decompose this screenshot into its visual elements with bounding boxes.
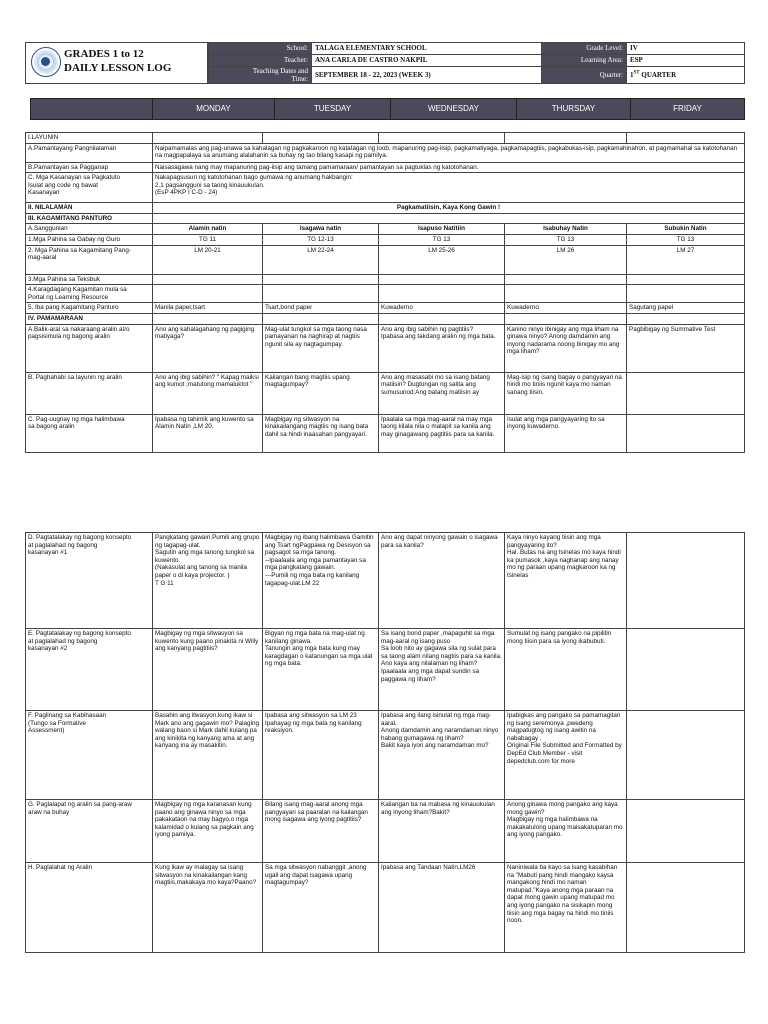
days-corner [31, 99, 153, 120]
day-thursday: THURSDAY [517, 99, 631, 120]
iba-tuesday: Tsart,bond paper [263, 303, 379, 314]
tg-tuesday: TG 12-13 [263, 234, 379, 245]
pagtatalakay1-tuesday: Magbigay ng ibang halimbawa Gamitin ang Tsart ngPagpawa ng Desisyon sa pagsagot sa mga tanong. --Ipaalaala ang mga pamantayan sa mga pangkatang gawain. ---Pumili ng mga bata ng kanilang tagapag-ulat.LM 22 [263, 533, 379, 629]
tg-friday: TG 13 [627, 234, 745, 245]
tg-monday: TG 11 [153, 234, 263, 245]
day-monday: MONDAY [153, 99, 275, 120]
iba-wednesday: Kuwaderno [379, 303, 505, 314]
pagtatalakay2-friday [627, 629, 745, 711]
pagtatalakay2-tuesday: Bigyan ng mga bata na mag-ulat ng kanilang ginawa. Tanungin ang mga bata kung may karagdagan o katanungan sa mga ulat ng mga bata. [263, 629, 379, 711]
row-label-paglalahat: H. Paglalahat ng Aralin [26, 863, 153, 953]
title-daily-lesson-log: DAILY LESSON LOG [64, 62, 172, 74]
paglinang-tuesday: Ipabasa ang sitwasyon sa LM 23 Ipahayag ng mga bata ng kanilang reaksiyon. [263, 711, 379, 800]
dates-label-line1: Teaching Dates and [252, 67, 308, 75]
quarter-num: 1 [630, 71, 634, 79]
title-grades: GRADES 1 to 12 [64, 48, 144, 60]
lm-friday: LM 27 [627, 245, 745, 274]
paglalahat-monday: Kung ikaw ay malagay sa isang sitwasyon na kinakailangan kang magtiis,makakaya mo kaya?Paano? [153, 863, 263, 953]
dates-value: SEPTEMBER 18 - 22, 2023 (WEEK 3) [312, 67, 542, 84]
row-label-kagamitang-pang-mag-aaral: 2. Mga Pahina sa Kagamitang Pang- mag-aaral [26, 245, 153, 274]
paglalapat-friday [627, 800, 745, 863]
tg-wednesday: TG 13 [379, 234, 505, 245]
tg-thursday: TG 13 [505, 234, 627, 245]
lesson-friday: Subukin Natin [627, 224, 745, 235]
pamantayan-pagganap-text: Naisasagawa nang may mapanuring pag-iisip ang tamang pamamaraan/ pamantayan sa pagtuklas ng katotohanan. [153, 162, 745, 173]
balik-aral-wednesday: Ano ang ibig sabihin ng pagtitiis? Ipabasa ang takdang aralin ng mga bata. [379, 324, 505, 372]
pagtatalakay1-monday: Pangkatang gawain.Pumili ang grupo ng tagapag-ulat. Sagutin ang mga tanong tungkol sa kuwento. (Nakasulat ang tanong sa manila paper o di kaya projector. ) T G 11 [153, 533, 263, 629]
row-label-portal: 4.Karagdagang Kagamitan mula sa Portal ng Learning Resource [26, 285, 153, 303]
paglalapat-tuesday: Bilang isang mag-aaral anong mga pangyayari sa paaralan na kailangan mong isagawa ang iyong pagtitiis? [263, 800, 379, 863]
lesson-thursday: Isabuhay Natin [505, 224, 627, 235]
paghahabi-friday [627, 372, 745, 414]
row-label-balik-aral: A.Balik-aral sa nakaraang aralin at/o pagsisimula ng bagong aralin [26, 324, 153, 372]
header-meta-table [208, 42, 745, 84]
row-label-pagtatalakay-1: D. Pagtatalakay ng bagong konsepto at paglalahad ng bagong kasanayan #1 [26, 533, 153, 629]
row-label-pagtatalakay-2: E. Pagtatalakay ng bagong konsepto at paglalahad ng bagong kasanayan #2 [26, 629, 153, 711]
paglalapat-wednesday: Kailangan ba na mabasa ng kinauukulan ang inyong liham?Bakit? [379, 800, 505, 863]
pagtatalakay2-wednesday: Sa isang bond paper ,mapaguhit sa mga mag-aaral ng isang puso Sa loob nito ay gagawa sila ng sulat para sa taong alam nilang nagtiis para sa kanila. Ano kaya ang nilalaman ng liham?Ipaalaala ang mga dapat sundin sa paggawa ng liham? [379, 629, 505, 711]
section-nilalaman: II. NILALAMAN [26, 203, 153, 214]
lesson-wednesday: Isapuso Natitiin [379, 224, 505, 235]
paghahabi-wednesday: Ano ang masasabi mo sa isang batang matiisin? Dugtungan ng salita ang sumusunod:Ang batang matiisin ay [379, 372, 505, 414]
area-label: Learning Area: [542, 55, 627, 67]
dates-label-line2: Time: [291, 75, 308, 83]
header-title-box [25, 42, 208, 84]
paghahabi-thursday: Mag-isip ng isang bagay o pangyayari na hindi mo tiniis ngunit kaya mo naman sanang tiisin. [505, 372, 627, 414]
row-label-paghahabi: B. Paghahabi sa layunin ng aralin [26, 372, 153, 414]
row-label-iba-pang-kagamitan: 5. Iba pang Kagamitang Panturo [26, 303, 153, 314]
day-tuesday: TUESDAY [275, 99, 391, 120]
paglalahat-tuesday: Sa mga sitwasyon nabanggit ,anong ugali ang dapat isagawa upang magtagumpay? [263, 863, 379, 953]
row-label-paglinang: F. Paglinang sa Kabihasaan (Tungo sa Formative Assessment) [26, 711, 153, 800]
quarter-label: Quarter: [542, 67, 627, 84]
section-layunin: I.LAYUNIN [26, 133, 153, 144]
section-kagamitan: III. KAGAMITANG PANTURO [26, 213, 153, 224]
pagtatalakay1-thursday: Kaya ninyo kayang tiisin ang mga pangyayaring ito? Hal. Butas na ang tsinelas mo kaya hindi ka pumasok ,kaya naghanap ang nanay mo ng paraan upang magkaroon ka ng tsinelas [505, 533, 627, 629]
paglinang-friday [627, 711, 745, 800]
paglalahat-friday [627, 863, 745, 953]
teacher-value: ANA CARLA DE CASTRO NAKPIL [312, 55, 542, 67]
iba-friday: Sagutang papel [627, 303, 745, 314]
kasanayan-text: Nakapagsusuri ng katotohanan bago gumawa ng anumang hakbangin: 2.1 pagsangguni sa taong kinauukulan. (EsP 4PKP I C-D - 24) [153, 173, 745, 203]
paglalapat-thursday: Anong ginawa mong pangako ang kaya mong gawin? Magbigay ng mga halimbawa na makakatulong upang maisakatuparan mo ang iyong pangako. [505, 800, 627, 863]
row-label-teksbuk: 3.Mga Pahina sa Teksbuk [26, 274, 153, 285]
quarter-rest: QUARTER [639, 71, 677, 79]
paghahabi-monday: Ano ang ibig sabihin? " Kapag maiksi ang kumot ,matutong mamaluktot " [153, 372, 263, 414]
section-pamamaraan: IV. PAMAMARAAN [26, 313, 153, 324]
nilalaman-text: Pagkamatiisin, Kaya Kong Gawin ! [153, 203, 745, 214]
school-value: TALAGA ELEMENTARY SCHOOL [312, 43, 542, 55]
row-label-sanggunian: A.Sanggunian [26, 224, 153, 235]
row-label-pamantayan-pagganap: B.Pamantayan sa Pagganap [26, 162, 153, 173]
row-label-kasanayan: C. Mga Kasanayan sa Pagkatuto Isulat ang code ng bawat Kasanayan [26, 173, 153, 203]
row-label-pag-uugnay: C. Pag-uugnay ng mga halimbawa sa bagong aralin [26, 414, 153, 452]
iba-thursday: Kuwaderno [505, 303, 627, 314]
pagtatalakay1-friday [627, 533, 745, 629]
pag-uugnay-wednesday: Ipaalala sa mga mag-aaral na may mga taong kilala nila o malapit sa kanila ang may ginagawang pagtitiis para sa kanila. [379, 414, 505, 452]
day-friday: FRIDAY [631, 99, 745, 120]
teacher-label: Teacher: [209, 55, 312, 67]
grade-value: IV [627, 43, 745, 55]
quarter-value [627, 67, 745, 84]
grade-label: Grade Level: [542, 43, 627, 55]
school-label: School: [209, 43, 312, 55]
paglinang-wednesday: Ipabasa ang ilang isinulat ng mga mag-aaral. Anong damdamin ang naramdaman ninyo habang gumagawa ng liham? Bakit kaya iyon ang naramdaman mo? [379, 711, 505, 800]
lm-monday: LM 20-21 [153, 245, 263, 274]
lm-tuesday: LM 22-24 [263, 245, 379, 274]
balik-aral-thursday: Kanino ninyo ibinigay ang mga liham na ginawa ninyo? Anong damdamin ang inyong nadarama noong binigay mo ang mga liham? [505, 324, 627, 372]
row-label-gabay-guro: 1.Mga Pahina sa Gabay ng Guro [26, 234, 153, 245]
pagtatalakay2-monday: Magbigay ng mga sitwasyon sa kuwento kung paano pinakita ni Willy ang kanyang pagtitiis? [153, 629, 263, 711]
iba-monday: Manila paper,tsart [153, 303, 263, 314]
lesson-monday: Alamin natin [153, 224, 263, 235]
dll-table-page1 [25, 132, 745, 453]
paglinang-monday: Basahin ang itwasyon,kung ikaw si Mark ano ang gagawin mo? Palaging walang baon si Mark dahil kulang pa ang kinikita ng kanyang ama at ang kanyang ina ay masakitin. [153, 711, 263, 800]
quarter-sup: ST [633, 70, 640, 76]
lm-thursday: LM 26 [505, 245, 627, 274]
balik-aral-friday: Pagbibigay ng Summative Test [627, 324, 745, 372]
row-label-paglalapat: G. Paglalapat ng aralin sa pang-araw araw na buhay [26, 800, 153, 863]
pagtatalakay2-thursday: Sumulat ng isang pangako na pipilitin mong tiisin para sa iyong ikabubuti. [505, 629, 627, 711]
paglalahat-wednesday: Ipabasa ang Tandaan Natin,LM26 [379, 863, 505, 953]
pag-uugnay-monday: Ipabasa ng tahimik ang kuwento sa Alamin Natin ,LM 20. [153, 414, 263, 452]
paglalahat-thursday: Naniniwala ba kayo sa isang kasabihan na "Mabuti pang hindi mangako kaysa mangakong hindi mo naman matupad."Kaya anong mga paraan na dapat mong gawin upang matupad mo ang iyong pangako na sisikapin mong tiisin ang mga bagay na hindi mo tiniis noon. [505, 863, 627, 953]
pamantayang-pangnilalaman-text: Naipamamalas ang pag-unawa sa kahalagan ng pagkakaroon ng katatagan ng loob, mapanuring pag-iisip, pagkamatiyaga, pagkamapagtiis, pagkabukas-isip, pagkamahinahon, at pagmamahal sa katotohanan na magpapalaya sa anumang alalahanin sa buhay ng tao bilang kasapi ng pamilya. [153, 143, 745, 162]
paghahabi-tuesday: Kailangan bang magtiis upang magtagumpay? [263, 372, 379, 414]
row-label-pamantayang-pangnilalaman: A.Pamantayang Pangnilalaman [26, 143, 153, 162]
paglalapat-monday: Magbigay ng mga karanasan kung paano ang ginawa ninyo sa mga pakakataon na may bagyo,o mga kalamidad o kulang sa pagkain ang iyong pamilya. [153, 800, 263, 863]
dates-label [209, 67, 312, 84]
paglinang-thursday: Ipabigkas ang pangako sa pamamagitan ng isang seremonya ,pwedeng magpatugtog ng isang awitin na nababagay . Original File Submitted and Formatted by DepEd Club Member - visit depedclub.com for more [505, 711, 627, 800]
area-value: ESP [627, 55, 745, 67]
pag-uugnay-tuesday: Magbigay ng sitwasyon na kinakailangang magtiis ng isang bata dahil sa hindi inaasahan pangyayari. [263, 414, 379, 452]
days-header [30, 98, 745, 120]
lm-wednesday: LM 25-26 [379, 245, 505, 274]
balik-aral-tuesday: Mag-ulat tungkol sa mga taong nasa pamayanan na naghirap at nagtiis ngunit sila ay nagtagumpay. [263, 324, 379, 372]
pag-uugnay-friday [627, 414, 745, 452]
balik-aral-monday: Ano ang kahalagahang ng pagiging matiyaga? [153, 324, 263, 372]
dll-table-page2 [25, 532, 745, 953]
deped-seal-icon [31, 47, 61, 77]
day-wednesday: WEDNESDAY [391, 99, 517, 120]
pagtatalakay1-wednesday: Ano ang dapat ninyong gawain o isagawa para sa kanila? [379, 533, 505, 629]
lesson-tuesday: Isagawa natin [263, 224, 379, 235]
pag-uugnay-thursday: Isulat ang mga pangyayaring ito sa inyong kuwaderno. [505, 414, 627, 452]
